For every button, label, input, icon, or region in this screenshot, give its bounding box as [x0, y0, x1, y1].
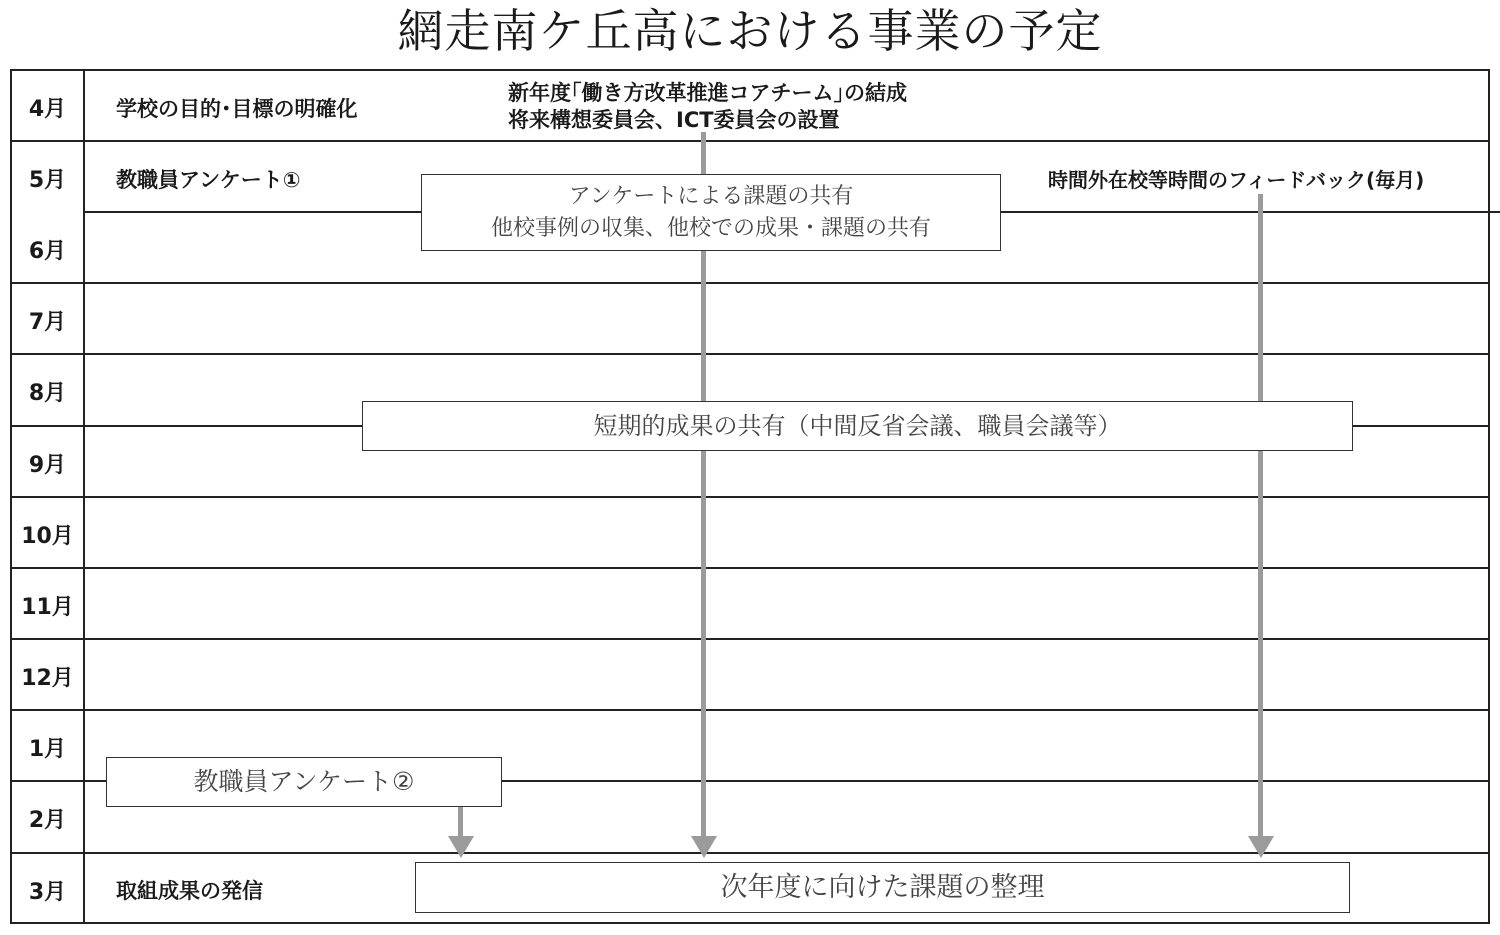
row-divider — [10, 709, 1490, 711]
row-divider — [10, 282, 1490, 284]
survey-share-line2: 他校事例の収集、他校での成果・課題の共有 — [490, 216, 931, 241]
april-core-team-line2: 将来構想委員会、ICT委員会の設置 — [508, 108, 840, 132]
month-label: 7月 — [28, 310, 67, 335]
row-divider — [10, 567, 1490, 569]
arrow-head-icon — [1248, 836, 1274, 858]
arrow-head-icon — [691, 836, 717, 858]
arrow-head-icon — [448, 836, 474, 858]
march-outreach-text: 取組成果の発信 — [116, 879, 263, 903]
month-label: 12月 — [21, 666, 74, 691]
survey-share-box — [421, 174, 1001, 251]
april-goal-text: 学校の目的･目標の明確化 — [116, 97, 358, 121]
april-core-team-line1: 新年度｢働き方改革推進コアチーム｣の結成 — [508, 81, 907, 105]
april-core-team-text — [508, 80, 907, 134]
survey-share-line1: アンケートによる課題の共有 — [568, 184, 854, 209]
month-label: 8月 — [28, 381, 67, 406]
next-year-issues-box: 次年度に向けた課題の整理 — [415, 862, 1350, 913]
may-survey1-text: 教職員アンケート① — [116, 168, 301, 192]
row-divider — [10, 353, 1490, 355]
page-title: 網走南ケ丘高における事業の予定 — [397, 4, 1103, 58]
row-divider — [10, 496, 1490, 498]
row-divider — [10, 638, 1490, 640]
month-label: 10月 — [21, 524, 74, 549]
survey2-box: 教職員アンケート② — [106, 757, 502, 807]
month-label: 11月 — [21, 595, 74, 620]
month-label: 1月 — [28, 737, 67, 762]
row-divider — [10, 140, 1490, 142]
arrow-feedback — [1258, 194, 1263, 837]
short-term-results-box: 短期的成果の共有（中間反省会議、職員会議等） — [362, 401, 1353, 451]
may-feedback-text: 時間外在校等時間のフィードバック(毎月) — [1048, 168, 1425, 192]
month-label: 2月 — [28, 808, 67, 833]
month-label: 3月 — [28, 880, 67, 905]
month-label: 5月 — [28, 168, 67, 193]
arrow-survey2 — [458, 806, 463, 837]
month-label: 9月 — [28, 453, 67, 478]
month-label: 6月 — [28, 239, 67, 264]
month-label: 4月 — [28, 97, 67, 122]
